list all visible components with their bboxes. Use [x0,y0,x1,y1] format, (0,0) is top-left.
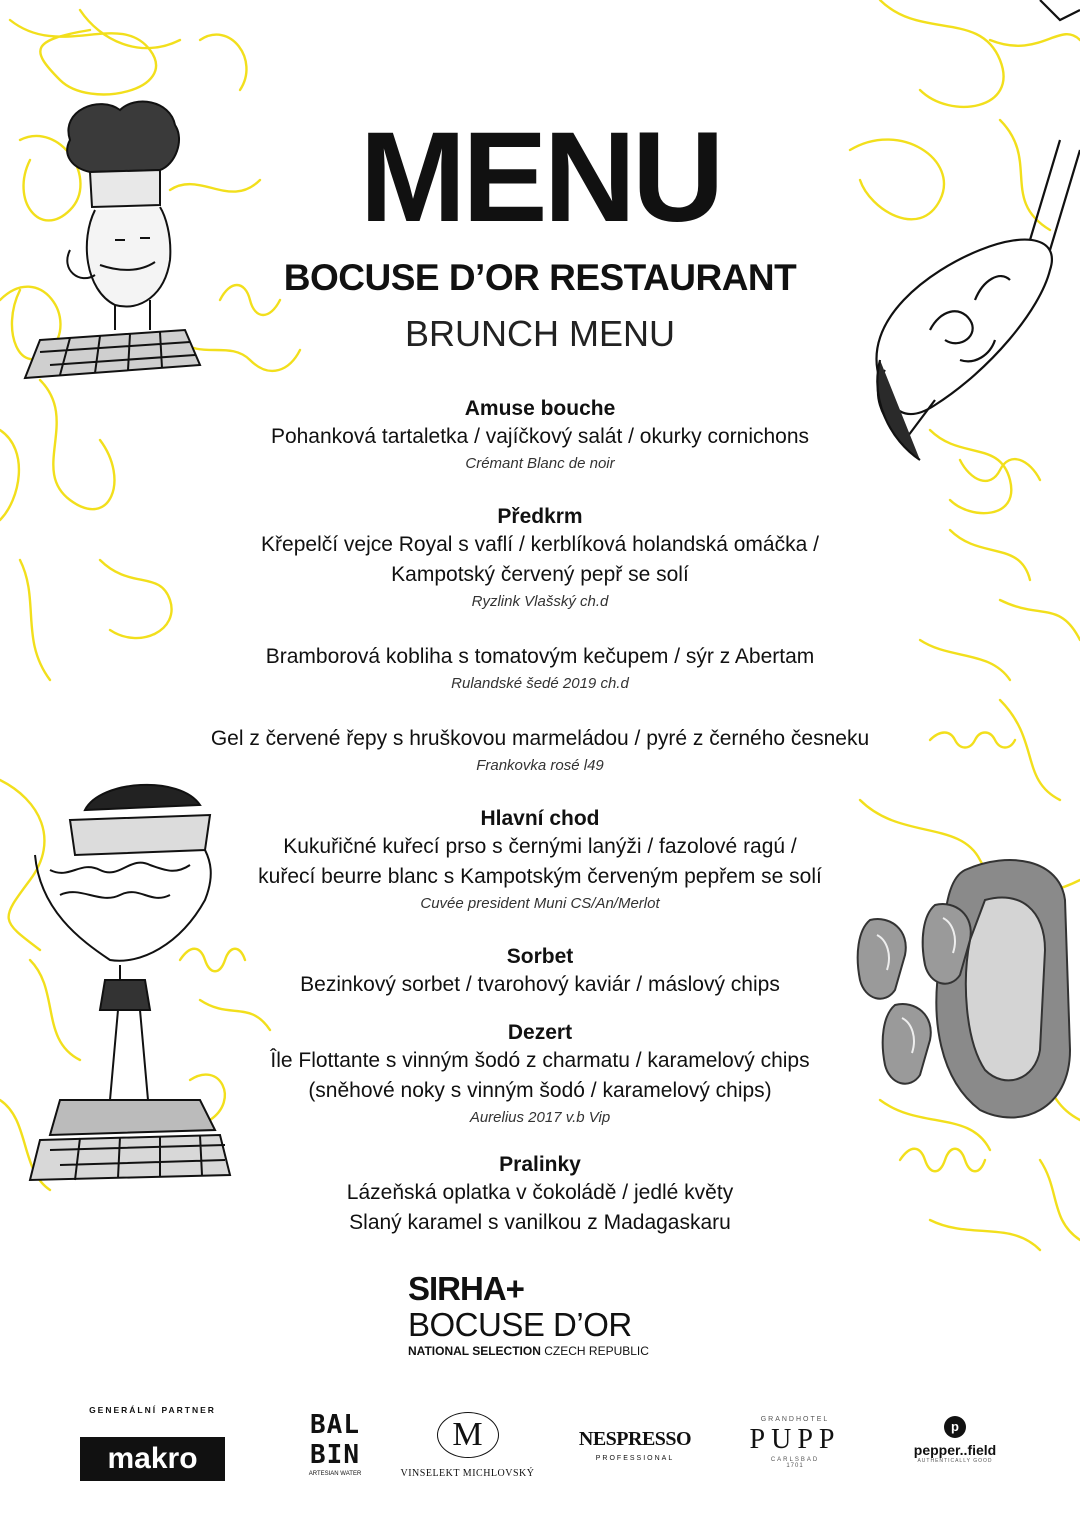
course-gel [140,724,940,778]
vinselekt-mark: M [437,1412,499,1458]
dish-line: Bezinkový sorbet / tvarohový kaviár / máslový chips [300,973,780,996]
course-dezert [140,1020,940,1130]
general-partner-label: GENERÁLNÍ PARTNER [89,1405,216,1415]
nespresso-logo: NESPRESSO PROFESSIONAL [578,1428,692,1462]
sirha-bocuse-logo [408,1271,649,1359]
bocuse-dor-wordmark: BOCUSE D’OR [408,1306,632,1343]
dish-line: Kukuřičné kuřecí prso s černými lanýži / fazolové ragú / [283,835,797,858]
wine-pairing: Ryzlink Vlašský ch.d [471,593,609,610]
sirha-wordmark: SIRHA+ [408,1270,524,1307]
dish-line: (sněhové noky s vinným šodó / karamelový chips) [308,1079,772,1102]
course-predkrm [140,504,940,614]
wine-pairing: Rulandské šedé 2019 ch.d [451,675,629,692]
dish-line: kuřecí beurre blanc s Kampotským červeným pepřem se solí [258,865,822,888]
dish-line: Lázeňská oplatka v čokoládě / jedlé květy [346,1181,734,1204]
wine-pairing: Crémant Blanc de noir [465,455,615,472]
dish-line: Gel z červené řepy s hruškovou marmeládou / pyré z černého česneku [210,727,870,750]
wine-pairing: Cuvée president Muni CS/An/Merlot [420,895,660,912]
balbin-logo: BAL BIN ARTESIAN WATER [308,1410,362,1477]
makro-logo: makro [80,1437,225,1481]
wine-pairing: Aurelius 2017 v.b Vip [469,1109,611,1126]
pupp-logo: GRANDHOTEL PUPP CARLSBAD 1701 [749,1416,841,1469]
dish-line: Île Flottante s vinným šodó z charmatu / karamelový chips [270,1049,810,1072]
course-heading: Dezert [507,1021,573,1044]
dish-line: Bramborová kobliha s tomatovým kečupem / sýr z Abertam [265,645,815,668]
course-heading: Sorbet [506,945,574,968]
course-heading: Předkrm [497,505,583,528]
menu-type: BRUNCH MENU [405,313,675,354]
restaurant-name: BOCUSE D’OR RESTAURANT [283,257,797,298]
page-title: MENU [359,106,721,249]
national-selection-label: NATIONAL SELECTION CZECH REPUBLIC [408,1344,649,1358]
course-heading: Amuse bouche [464,397,616,420]
course-pralinky [140,1152,940,1238]
dish-line: Kampotský červený pepř se solí [391,563,689,586]
course-amuse-bouche [140,396,940,476]
course-hlavni-chod [140,806,940,916]
wine-pairing: Frankovka rosé l49 [476,757,604,774]
pepper-field-logo: p pepper..field AUTHENTICALLY GOOD [890,1416,1020,1464]
course-sorbet [140,944,940,1000]
course-kobliha [140,642,940,696]
pepper-mark: p [944,1416,966,1438]
dish-line: Křepelčí vejce Royal s vaflí / kerblíková holandská omáčka / [261,533,819,556]
dish-line: Slaný karamel s vanilkou z Madagaskaru [349,1211,731,1234]
vinselekt-logo: M VINSELEKT MICHLOVSKÝ [400,1412,535,1479]
course-heading: Hlavní chod [480,807,600,830]
dish-line: Pohanková tartaletka / vajíčkový salát / okurky cornichons [270,425,810,448]
menu-list [140,396,940,1238]
course-heading: Pralinky [499,1153,581,1176]
